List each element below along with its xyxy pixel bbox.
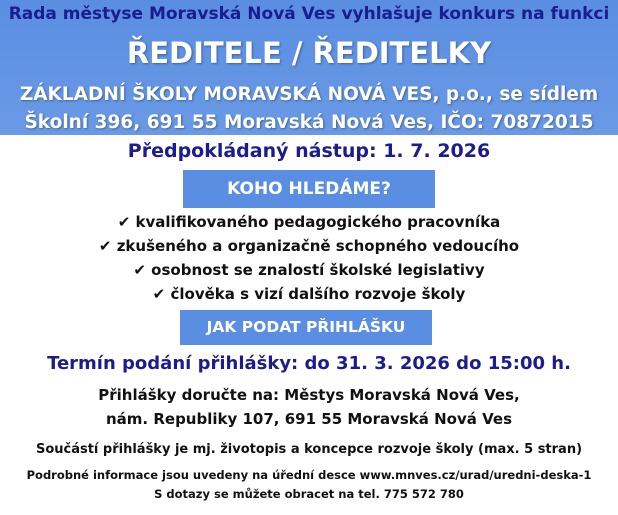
requirement-label: osobnost se znalostí školské legislativy [151,261,485,279]
info-text: Podrobné informace jsou uvedeny na úřední desce [26,468,360,482]
requirement-item [0,261,618,279]
check-icon: ✔ [117,213,131,231]
info-line [0,468,618,482]
who-heading: KOHO HLEDÁME? [183,170,435,208]
how-heading: JAK PODAT PŘIHLÁŠKU [180,310,432,345]
delivery-address-line2: nám. Republiky 107, 691 55 Moravská Nová Ves [106,410,512,428]
check-icon: ✔ [98,237,112,255]
school-name: ZÁKLADNÍ ŠKOLY MORAVSKÁ NOVÁ VES, p.o., se sídlem [19,84,599,105]
school-address: Školní 396, 691 55 Moravská Nová Ves, IČO: 70872015 [24,112,594,133]
requirement-item [0,237,618,255]
requirement-label: zkušeného a organizačně schopného vedoucího [116,237,520,255]
requirement-label: kvalifikovaného pedagogického pracovníka [135,213,501,231]
deadline: Termín podání přihlášky: do 31. 3. 2026 do 15:00 h. [47,353,571,374]
attachments-note: Součástí přihlášky je mj. životopis a koncepce rozvoje školy (max. 5 stran) [35,442,583,457]
check-icon: ✔ [133,261,146,279]
intro-text: Rada městyse Moravská Nová Ves vyhlašuje konkurs na funkci [8,4,610,24]
requirement-item [0,213,618,231]
delivery-address-line1: Přihlášky doručte na: Městys Moravská Nová Ves, [98,386,520,404]
start-date: Předpokládaný nástup: 1. 7. 2026 [127,140,491,162]
requirement-item [0,285,618,303]
check-icon: ✔ [152,285,166,303]
requirement-label: člověka s vizí dalšího rozvoje školy [170,285,466,303]
page-title: ŘEDITELE / ŘEDITELKY [126,36,492,70]
contact-phone: S dotazy se můžete obracet na tel. 775 572 780 [154,487,464,501]
notice-board-link[interactable]: www.mnves.cz/urad/uredni-deska-1 [359,468,592,482]
